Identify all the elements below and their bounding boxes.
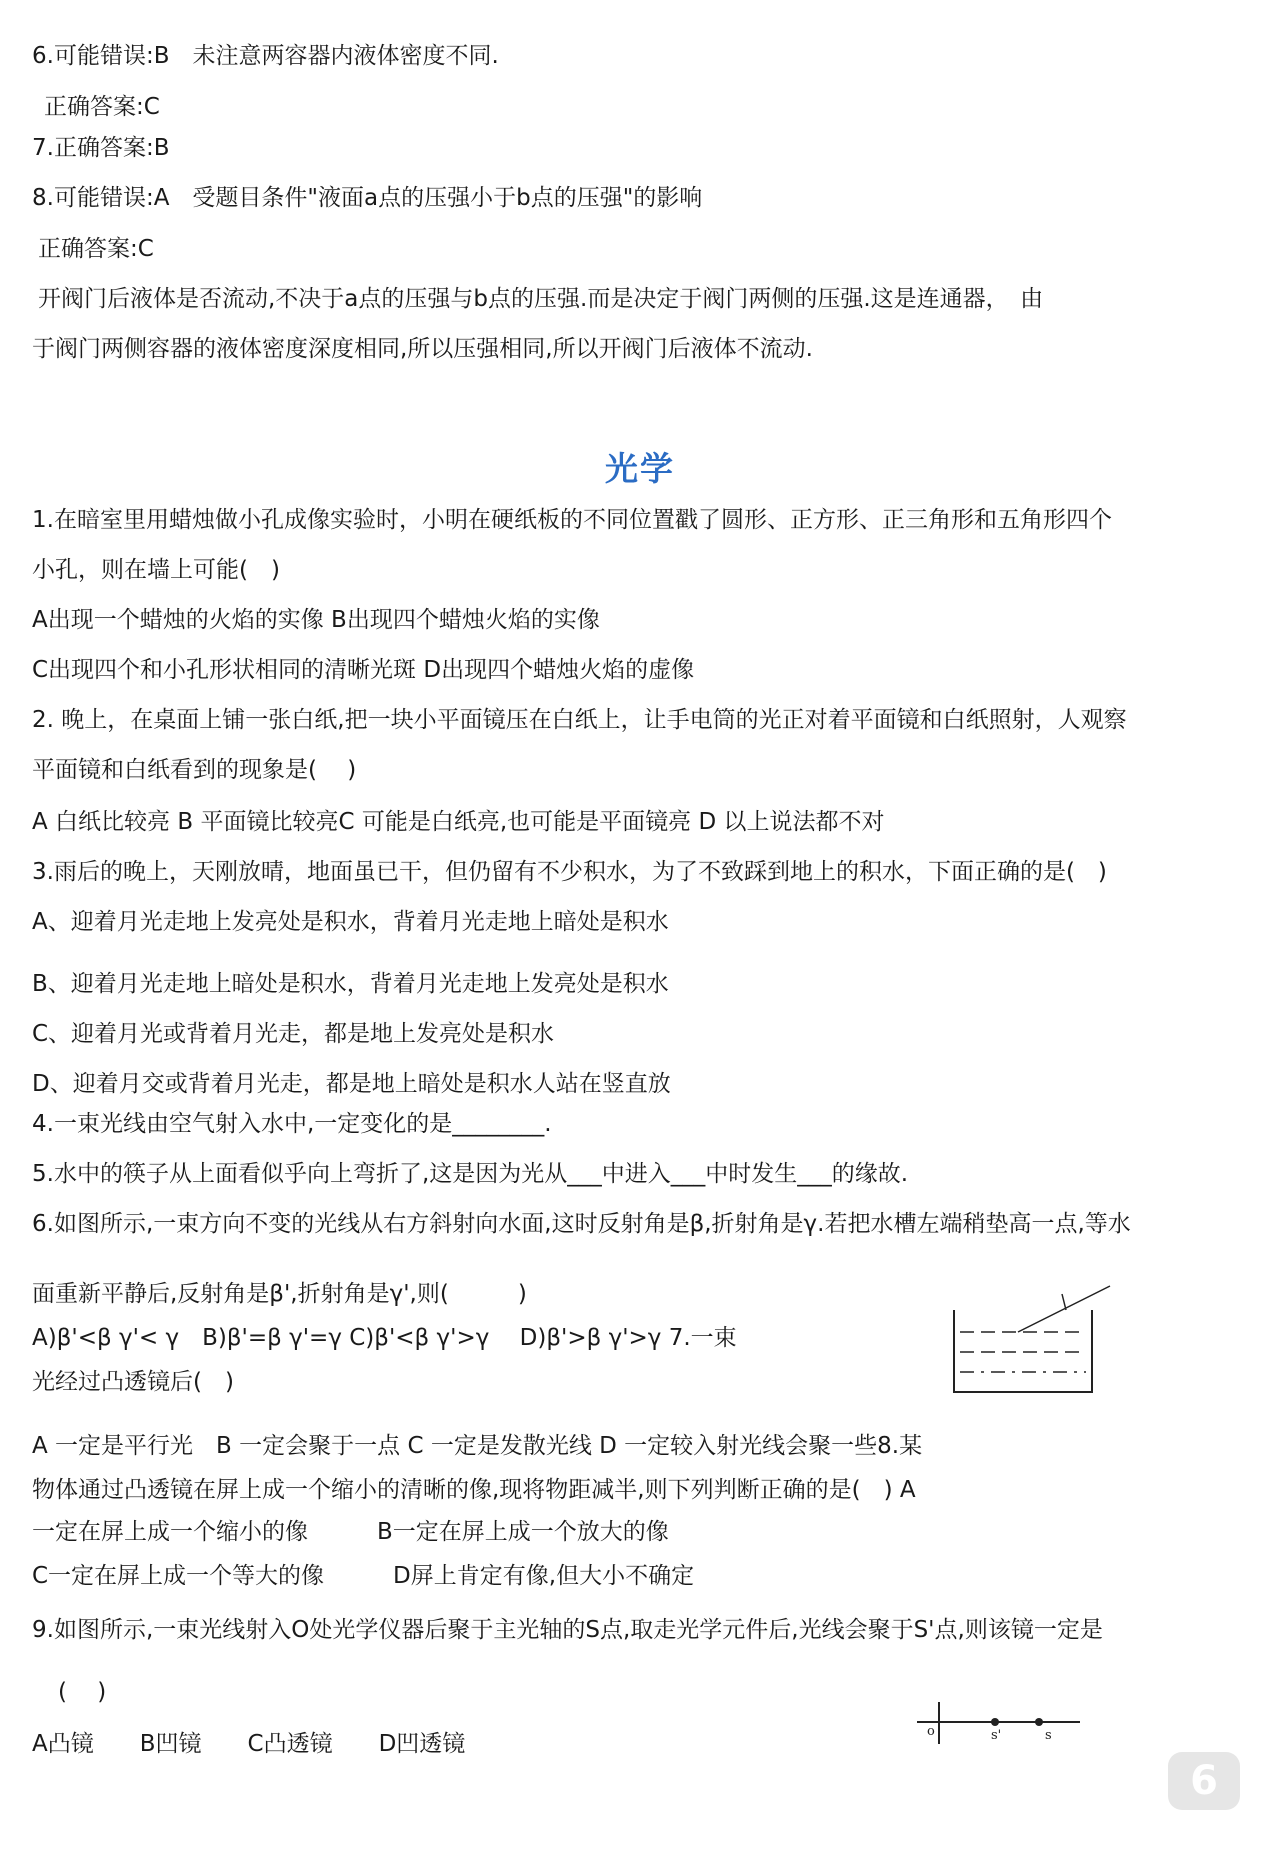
answer-correct-8: 正确答案:C bbox=[38, 236, 154, 262]
answer-correct-6: 正确答案:C bbox=[44, 94, 160, 120]
water-tank-figure bbox=[950, 1280, 1120, 1396]
question-3-option-c: C、迎着月光或背着月光走，都是地上发亮处是积水 bbox=[32, 1021, 555, 1047]
question-3-option-a: A、迎着月光走地上发亮处是积水，背着月光走地上暗处是积水 bbox=[32, 909, 669, 935]
question-9-options: A凸镜 B凹镜 C凸透镜 D凹透镜 bbox=[32, 1731, 466, 1757]
explanation-line-1: 开阀门后液体是否流动,不决于a点的压强与b点的压强.而是决定于阀门两侧的压强.这是连通器， 由 bbox=[38, 286, 1044, 312]
label-s-prime: s' bbox=[991, 1728, 1002, 1743]
question-3-option-d: D、迎着月交或背着月光走，都是地上暗处是积水人站在竖直放 bbox=[32, 1071, 671, 1097]
question-4: 4.一束光线由空气射入水中,一定变化的是________. bbox=[32, 1111, 552, 1137]
question-1-options-cd: C出现四个和小孔形状相同的清晰光斑 D出现四个蜡烛火焰的虚像 bbox=[32, 657, 695, 683]
page-number-badge: 6 bbox=[1168, 1752, 1240, 1810]
tank-walls bbox=[954, 1310, 1092, 1392]
question-8-options-cd: C一定在屏上成一个等大的像 D屏上肯定有像,但大小不确定 bbox=[32, 1563, 695, 1589]
label-s: s bbox=[1045, 1728, 1052, 1743]
normal-mark bbox=[1062, 1294, 1066, 1310]
question-3-option-b: B、迎着月光走地上暗处是积水，背着月光走地上发亮处是积水 bbox=[32, 971, 669, 997]
section-title: 光学 bbox=[605, 449, 675, 488]
incident-ray bbox=[1018, 1286, 1110, 1332]
label-o: o bbox=[927, 1724, 935, 1739]
question-6-line-1: 6.如图所示,一束方向不变的光线从右方斜射向水面,这时反射角是β,折射角是γ.若把水槽左端稍垫高一点,等水 bbox=[32, 1211, 1131, 1237]
question-7-options: A 一定是平行光 B 一定会聚于一点 C 一定是发散光线 D 一定较入射光线会聚一些8.某 bbox=[32, 1433, 923, 1459]
question-7-stem: 光经过凸透镜后( ) bbox=[32, 1369, 234, 1395]
question-6-line-2: 面重新平静后,反射角是β',折射角是γ',则( ) bbox=[32, 1281, 527, 1307]
optical-axis-figure bbox=[915, 1700, 1085, 1750]
question-1-options-ab: A出现一个蜡烛的火焰的实像 B出现四个蜡烛火焰的实像 bbox=[32, 607, 600, 633]
answer-line-7: 7.正确答案:B bbox=[32, 135, 170, 161]
question-9-blank: ( ) bbox=[58, 1679, 107, 1705]
question-8-stem: 物体通过凸透镜在屏上成一个缩小的清晰的像,现将物距减半,则下列判断正确的是( ) A bbox=[32, 1477, 916, 1503]
question-2-line-1: 2. 晚上，在桌面上铺一张白纸,把一块小平面镜压在白纸上，让手电筒的光正对着平面镜和白纸照射，人观察 bbox=[32, 707, 1127, 733]
point-s bbox=[1035, 1718, 1043, 1726]
question-2-line-2: 平面镜和白纸看到的现象是( ) bbox=[32, 757, 357, 783]
question-2-options: A 白纸比较亮 B 平面镜比较亮C 可能是白纸亮,也可能是平面镜亮 D 以上说法都不对 bbox=[32, 809, 885, 835]
question-1-line-2: 小孔，则在墙上可能( ) bbox=[32, 557, 280, 583]
explanation-line-2: 于阀门两侧容器的液体密度深度相同,所以压强相同,所以开阀门后液体不流动. bbox=[32, 336, 813, 362]
question-9-stem: 9.如图所示,一束光线射入O处光学仪器后聚于主光轴的S点,取走光学元件后,光线会聚于S'点,则该镜一定是 bbox=[32, 1617, 1103, 1643]
question-5: 5.水中的筷子从上面看似乎向上弯折了,这是因为光从___中进入___中时发生___的缘故. bbox=[32, 1161, 909, 1187]
question-6-options: A)β'<β γ'< γ B)β'=β γ'=γ C)β'<β γ'>γ D)β'>β γ'>γ 7.一束 bbox=[32, 1325, 737, 1351]
answer-line-8: 8.可能错误:A 受题目条件"液面a点的压强小于b点的压强"的影响 bbox=[32, 185, 703, 211]
point-s-prime bbox=[991, 1718, 999, 1726]
question-3-stem: 3.雨后的晚上，天刚放晴，地面虽已干，但仍留有不少积水，为了不致踩到地上的积水，下面正确的是( ) bbox=[32, 859, 1107, 885]
question-1-line-1: 1.在暗室里用蜡烛做小孔成像实验时，小明在硬纸板的不同位置戳了圆形、正方形、正三角形和五角形四个 bbox=[32, 507, 1112, 533]
answer-line-6: 6.可能错误:B 未注意两容器内液体密度不同. bbox=[32, 43, 499, 69]
question-8-options-ab: 一定在屏上成一个缩小的像 B一定在屏上成一个放大的像 bbox=[32, 1519, 669, 1545]
